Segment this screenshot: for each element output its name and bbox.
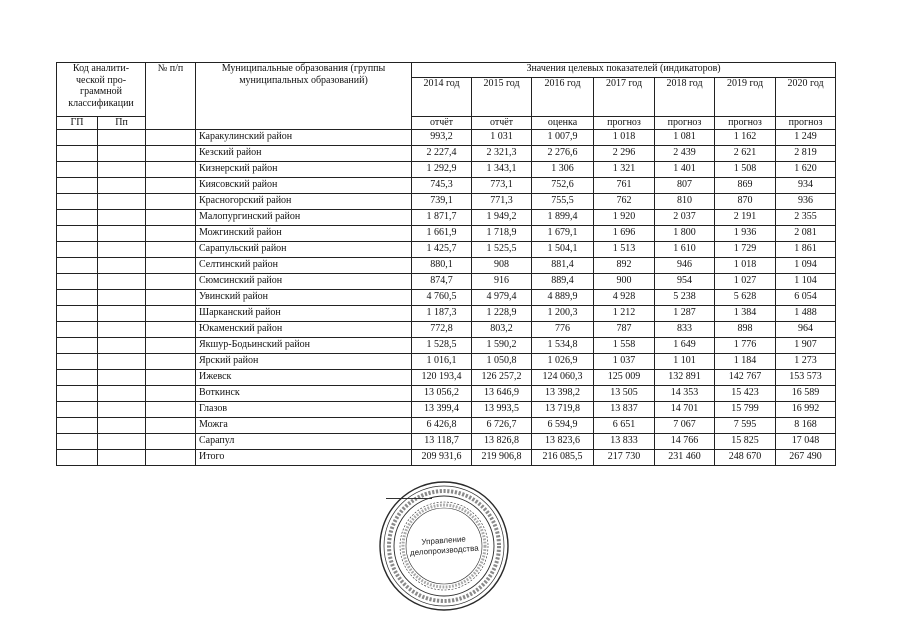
indicator-value: 1 620 (776, 161, 836, 177)
indicator-value: 1 343,1 (472, 161, 532, 177)
indicator-value: 1 661,9 (412, 225, 472, 241)
indicator-value: 6 594,9 (532, 417, 594, 433)
municipality-name: Ижевск (196, 369, 412, 385)
indicator-value: 13 398,2 (532, 385, 594, 401)
indicator-value: 1 920 (594, 209, 655, 225)
indicator-value: 15 825 (715, 433, 776, 449)
pp-cell (98, 209, 146, 225)
indicator-value: 1 026,9 (532, 353, 594, 369)
indicator-value: 874,7 (412, 273, 472, 289)
pp-cell (98, 321, 146, 337)
table-row (57, 273, 836, 289)
gp-cell (57, 193, 98, 209)
indicator-value: 1 425,7 (412, 241, 472, 257)
indicator-value: 755,5 (532, 193, 594, 209)
gp-cell (57, 289, 98, 305)
indicator-value: 810 (655, 193, 715, 209)
row-number-cell (146, 385, 196, 401)
indicator-value: 1 031 (472, 129, 532, 145)
pp-cell (98, 225, 146, 241)
header-status: отчёт (412, 117, 472, 130)
indicator-value: 2 439 (655, 145, 715, 161)
indicator-value: 1 558 (594, 337, 655, 353)
header-year: 2019 год (715, 78, 776, 117)
municipality-name: Можгинский район (196, 225, 412, 241)
pp-cell (98, 193, 146, 209)
indicator-value: 954 (655, 273, 715, 289)
indicator-value: 892 (594, 257, 655, 273)
pp-cell (98, 369, 146, 385)
indicator-value: 807 (655, 177, 715, 193)
gp-cell (57, 369, 98, 385)
indicator-value: 936 (776, 193, 836, 209)
municipality-name: Глазов (196, 401, 412, 417)
municipality-name: Ярский район (196, 353, 412, 369)
header-values-group: Значения целевых показателей (индикаторов) (412, 63, 836, 78)
row-number-cell (146, 129, 196, 145)
indicator-value: 1 610 (655, 241, 715, 257)
indicator-value: 776 (532, 321, 594, 337)
header-year: 2014 год (412, 78, 472, 117)
indicator-value: 124 060,3 (532, 369, 594, 385)
header-status: прогноз (776, 117, 836, 130)
pp-cell (98, 337, 146, 353)
indicator-value: 1 184 (715, 353, 776, 369)
indicator-value: 889,4 (532, 273, 594, 289)
indicator-value: 1 016,1 (412, 353, 472, 369)
pp-cell (98, 353, 146, 369)
indicator-value: 13 399,4 (412, 401, 472, 417)
indicator-value: 1 679,1 (532, 225, 594, 241)
row-number-cell (146, 369, 196, 385)
gp-cell (57, 161, 98, 177)
indicator-value: 762 (594, 193, 655, 209)
indicator-value: 1 101 (655, 353, 715, 369)
indicator-value: 752,6 (532, 177, 594, 193)
gp-cell (57, 129, 98, 145)
indicator-value: 13 823,6 (532, 433, 594, 449)
indicator-value: 13 833 (594, 433, 655, 449)
indicator-value: 14 701 (655, 401, 715, 417)
indicator-value: 881,4 (532, 257, 594, 273)
indicator-value: 4 760,5 (412, 289, 472, 305)
indicator-value: 1 590,2 (472, 337, 532, 353)
indicator-value: 2 227,4 (412, 145, 472, 161)
indicator-value: 8 168 (776, 417, 836, 433)
indicator-value: 1 027 (715, 273, 776, 289)
municipality-name: Юкаменский район (196, 321, 412, 337)
municipality-name: Сарапул (196, 433, 412, 449)
indicator-value: 1 162 (715, 129, 776, 145)
header-year: 2017 год (594, 78, 655, 117)
indicator-value: 1 249 (776, 129, 836, 145)
pp-cell (98, 273, 146, 289)
indicator-value: 870 (715, 193, 776, 209)
indicator-value: 14 353 (655, 385, 715, 401)
indicator-value: 745,3 (412, 177, 472, 193)
pp-cell (98, 145, 146, 161)
indicator-value: 16 589 (776, 385, 836, 401)
indicator-value: 761 (594, 177, 655, 193)
indicator-value: 1 525,5 (472, 241, 532, 257)
indicator-value: 219 906,8 (472, 449, 532, 465)
pp-cell (98, 177, 146, 193)
pp-cell (98, 449, 146, 465)
indicator-value: 2 081 (776, 225, 836, 241)
table-row (57, 289, 836, 305)
indicator-value: 2 191 (715, 209, 776, 225)
row-number-cell (146, 337, 196, 353)
municipality-name: Каракулинский район (196, 129, 412, 145)
table-row (57, 145, 836, 161)
row-number-cell (146, 209, 196, 225)
indicator-value: 898 (715, 321, 776, 337)
table-row (57, 209, 836, 225)
indicator-value: 7 067 (655, 417, 715, 433)
indicator-value: 787 (594, 321, 655, 337)
indicator-value: 1 018 (594, 129, 655, 145)
municipality-name: Воткинск (196, 385, 412, 401)
indicator-value: 739,1 (412, 193, 472, 209)
indicator-value: 13 118,7 (412, 433, 472, 449)
table-row (57, 337, 836, 353)
pp-cell (98, 289, 146, 305)
municipality-name: Селтинский район (196, 257, 412, 273)
table-row (57, 177, 836, 193)
indicator-value: 1 037 (594, 353, 655, 369)
indicator-value: 132 891 (655, 369, 715, 385)
gp-cell (57, 321, 98, 337)
indicator-value: 1 200,3 (532, 305, 594, 321)
municipality-name: Кезский район (196, 145, 412, 161)
indicator-value: 15 423 (715, 385, 776, 401)
indicator-value: 5 628 (715, 289, 776, 305)
table-row (57, 241, 836, 257)
indicator-value: 14 766 (655, 433, 715, 449)
indicator-value: 1 899,4 (532, 209, 594, 225)
indicator-value: 13 505 (594, 385, 655, 401)
municipality-name: Якшур-Бодьинский район (196, 337, 412, 353)
indicator-value: 142 767 (715, 369, 776, 385)
indicator-value: 1 104 (776, 273, 836, 289)
header-year: 2015 год (472, 78, 532, 117)
header-gp: ГП (57, 117, 98, 130)
indicator-value: 4 928 (594, 289, 655, 305)
table-row (57, 225, 836, 241)
indicator-value: 2 296 (594, 145, 655, 161)
pp-cell (98, 257, 146, 273)
gp-cell (57, 417, 98, 433)
indicator-value: 2 621 (715, 145, 776, 161)
indicator-value: 4 889,9 (532, 289, 594, 305)
indicator-value: 908 (472, 257, 532, 273)
table-row (57, 353, 836, 369)
indicator-value: 2 037 (655, 209, 715, 225)
header-municipalities: Муниципальные образования (группы муниципальных образований) (196, 63, 412, 130)
row-number-cell (146, 193, 196, 209)
row-number-cell (146, 145, 196, 161)
gp-cell (57, 209, 98, 225)
table-row (57, 305, 836, 321)
row-number-cell (146, 289, 196, 305)
indicator-value: 13 646,9 (472, 385, 532, 401)
indicator-value: 1 513 (594, 241, 655, 257)
table-row (57, 129, 836, 145)
indicator-value: 1 212 (594, 305, 655, 321)
indicator-value: 1 936 (715, 225, 776, 241)
row-number-cell (146, 417, 196, 433)
indicator-value: 13 837 (594, 401, 655, 417)
gp-cell (57, 257, 98, 273)
table-row (57, 417, 836, 433)
indicator-value: 231 460 (655, 449, 715, 465)
header-status: отчёт (472, 117, 532, 130)
table-row (57, 161, 836, 177)
indicator-value: 13 826,8 (472, 433, 532, 449)
indicator-value: 1 292,9 (412, 161, 472, 177)
office-stamp (378, 480, 510, 612)
municipality-name: Итого (196, 449, 412, 465)
header-status: прогноз (715, 117, 776, 130)
municipality-name: Сюмсинский район (196, 273, 412, 289)
indicator-value: 1 729 (715, 241, 776, 257)
pp-cell (98, 161, 146, 177)
table-row (57, 321, 836, 337)
indicator-value: 1 528,5 (412, 337, 472, 353)
municipality-name: Шарканский район (196, 305, 412, 321)
indicators-table (56, 62, 836, 466)
pp-cell (98, 241, 146, 257)
table-row (57, 257, 836, 273)
pp-cell (98, 129, 146, 145)
indicator-value: 13 719,8 (532, 401, 594, 417)
gp-cell (57, 225, 98, 241)
indicator-value: 880,1 (412, 257, 472, 273)
table-row (57, 369, 836, 385)
indicator-value: 1 384 (715, 305, 776, 321)
indicator-value: 1 018 (715, 257, 776, 273)
row-number-cell (146, 161, 196, 177)
indicator-value: 4 979,4 (472, 289, 532, 305)
indicator-value: 1 228,9 (472, 305, 532, 321)
row-number-cell (146, 177, 196, 193)
table-row (57, 401, 836, 417)
table-row (57, 193, 836, 209)
indicator-value: 1 696 (594, 225, 655, 241)
indicator-value: 1 081 (655, 129, 715, 145)
indicator-value: 15 799 (715, 401, 776, 417)
pp-cell (98, 385, 146, 401)
indicator-value: 1 401 (655, 161, 715, 177)
indicator-value: 1 718,9 (472, 225, 532, 241)
row-number-cell (146, 401, 196, 417)
municipality-name: Красногорский район (196, 193, 412, 209)
indicator-value: 6 651 (594, 417, 655, 433)
table-body (57, 129, 836, 465)
indicator-value: 5 238 (655, 289, 715, 305)
indicator-value: 771,3 (472, 193, 532, 209)
municipality-name: Сарапульский район (196, 241, 412, 257)
table-row (57, 433, 836, 449)
indicator-value: 6 426,8 (412, 417, 472, 433)
indicator-value: 125 009 (594, 369, 655, 385)
indicator-value: 916 (472, 273, 532, 289)
stamp-text-line2: делопроизводства (409, 543, 479, 558)
indicator-value: 1 534,8 (532, 337, 594, 353)
row-number-cell (146, 353, 196, 369)
indicator-value: 6 726,7 (472, 417, 532, 433)
indicator-value: 120 193,4 (412, 369, 472, 385)
indicator-value: 1 800 (655, 225, 715, 241)
header-status: прогноз (594, 117, 655, 130)
header-code-classification: Код аналити-ческой про-граммной классификации (57, 63, 146, 117)
indicator-value: 1 776 (715, 337, 776, 353)
indicator-value: 946 (655, 257, 715, 273)
indicator-value: 1 861 (776, 241, 836, 257)
municipality-name: Киясовский район (196, 177, 412, 193)
indicator-value: 934 (776, 177, 836, 193)
header-row-number: № п/п (146, 63, 196, 130)
indicator-value: 1 050,8 (472, 353, 532, 369)
table-row (57, 385, 836, 401)
pp-cell (98, 417, 146, 433)
gp-cell (57, 241, 98, 257)
indicator-value: 153 573 (776, 369, 836, 385)
indicator-value: 209 931,6 (412, 449, 472, 465)
indicator-value: 13 056,2 (412, 385, 472, 401)
indicator-value: 216 085,5 (532, 449, 594, 465)
municipality-name: Малопургинский район (196, 209, 412, 225)
indicator-value: 248 670 (715, 449, 776, 465)
indicator-value: 7 595 (715, 417, 776, 433)
row-number-cell (146, 273, 196, 289)
indicator-value: 267 490 (776, 449, 836, 465)
indicator-value: 869 (715, 177, 776, 193)
header-year: 2016 год (532, 78, 594, 117)
header-year: 2020 год (776, 78, 836, 117)
row-number-cell (146, 257, 196, 273)
gp-cell (57, 433, 98, 449)
indicator-value: 772,8 (412, 321, 472, 337)
indicator-value: 773,1 (472, 177, 532, 193)
indicator-value: 1 949,2 (472, 209, 532, 225)
indicator-value: 833 (655, 321, 715, 337)
gp-cell (57, 401, 98, 417)
gp-cell (57, 385, 98, 401)
gp-cell (57, 273, 98, 289)
indicator-value: 2 276,6 (532, 145, 594, 161)
indicator-value: 17 048 (776, 433, 836, 449)
indicator-value: 2 819 (776, 145, 836, 161)
header-status: прогноз (655, 117, 715, 130)
indicator-value: 1 094 (776, 257, 836, 273)
gp-cell (57, 177, 98, 193)
indicator-value: 126 257,2 (472, 369, 532, 385)
indicator-value: 964 (776, 321, 836, 337)
pp-cell (98, 401, 146, 417)
indicator-value: 13 993,5 (472, 401, 532, 417)
row-number-cell (146, 321, 196, 337)
municipality-name: Увинский район (196, 289, 412, 305)
stamp-text-line1: Управление (421, 534, 467, 547)
indicator-value: 1 306 (532, 161, 594, 177)
indicator-value: 1 007,9 (532, 129, 594, 145)
indicator-value: 803,2 (472, 321, 532, 337)
header-year: 2018 год (655, 78, 715, 117)
indicator-value: 993,2 (412, 129, 472, 145)
gp-cell (57, 449, 98, 465)
row-number-cell (146, 225, 196, 241)
indicator-value: 1 187,3 (412, 305, 472, 321)
municipality-name: Можга (196, 417, 412, 433)
indicator-value: 2 355 (776, 209, 836, 225)
indicator-value: 1 504,1 (532, 241, 594, 257)
indicator-value: 1 907 (776, 337, 836, 353)
row-number-cell (146, 305, 196, 321)
row-number-cell (146, 241, 196, 257)
gp-cell (57, 305, 98, 321)
indicator-value: 1 287 (655, 305, 715, 321)
indicator-value: 1 321 (594, 161, 655, 177)
row-number-cell (146, 433, 196, 449)
municipality-name: Кизнерский район (196, 161, 412, 177)
indicator-value: 217 730 (594, 449, 655, 465)
indicator-value: 900 (594, 273, 655, 289)
indicator-value: 1 871,7 (412, 209, 472, 225)
gp-cell (57, 353, 98, 369)
indicator-value: 6 054 (776, 289, 836, 305)
row-number-cell (146, 449, 196, 465)
indicator-value: 16 992 (776, 401, 836, 417)
pp-cell (98, 433, 146, 449)
indicator-value: 2 321,3 (472, 145, 532, 161)
indicator-value: 1 508 (715, 161, 776, 177)
table-row (57, 449, 836, 465)
indicator-value: 1 649 (655, 337, 715, 353)
gp-cell (57, 337, 98, 353)
header-pp: Пп (98, 117, 146, 130)
indicator-value: 1 488 (776, 305, 836, 321)
pp-cell (98, 305, 146, 321)
gp-cell (57, 145, 98, 161)
header-status: оценка (532, 117, 594, 130)
indicator-value: 1 273 (776, 353, 836, 369)
